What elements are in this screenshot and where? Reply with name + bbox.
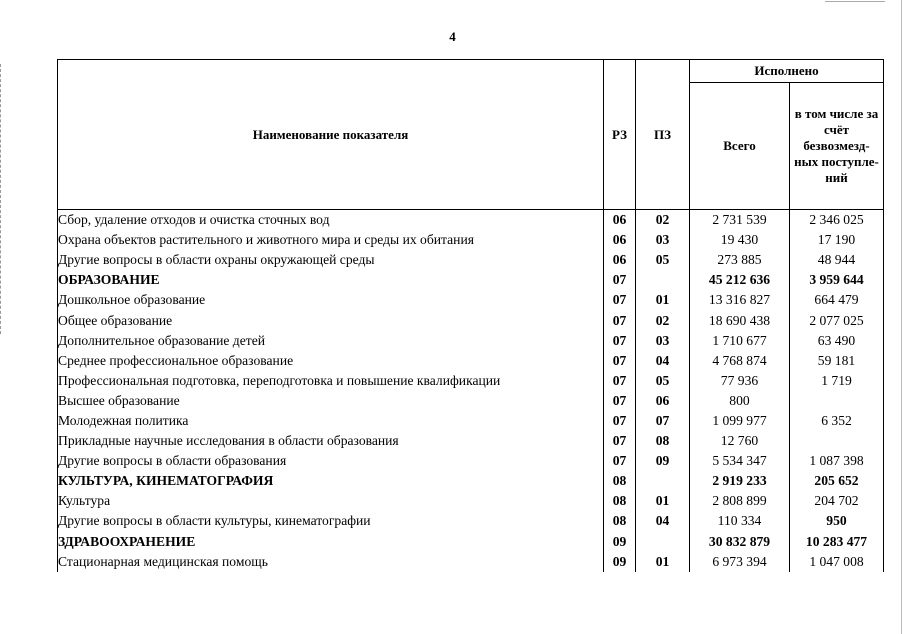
- row-rz-code: 06: [604, 250, 636, 270]
- row-total-value: 110 334: [690, 511, 790, 531]
- section-row: [58, 532, 884, 552]
- row-total-value: 12 760: [690, 431, 790, 451]
- row-gratis-value: 3 959 644: [790, 270, 884, 290]
- row-total-value: 800: [690, 391, 790, 411]
- row-name: Другие вопросы в области культуры, кинематографии: [58, 511, 604, 531]
- row-total-value: 77 936: [690, 371, 790, 391]
- row-rz-code: 08: [604, 491, 636, 511]
- row-gratis-value: 48 944: [790, 250, 884, 270]
- row-pz-code: 06: [636, 391, 690, 411]
- header-pz: ПЗ: [636, 60, 690, 210]
- budget-execution-table: [57, 59, 884, 572]
- table-row: [58, 411, 884, 431]
- row-gratis-value: 59 181: [790, 351, 884, 371]
- row-total-value: 1 710 677: [690, 331, 790, 351]
- row-gratis-value: 205 652: [790, 471, 884, 491]
- header-executed: Исполнено: [690, 60, 884, 83]
- row-pz-code: 04: [636, 511, 690, 531]
- row-rz-code: 07: [604, 371, 636, 391]
- row-total-value: 30 832 879: [690, 532, 790, 552]
- row-gratis-value: 204 702: [790, 491, 884, 511]
- row-rz-code: 09: [604, 552, 636, 572]
- row-gratis-value: [790, 391, 884, 411]
- row-pz-code: 02: [636, 310, 690, 330]
- table-row: [58, 351, 884, 371]
- row-total-value: 5 534 347: [690, 451, 790, 471]
- row-pz-code: 01: [636, 491, 690, 511]
- row-gratis-value: 2 077 025: [790, 310, 884, 330]
- row-total-value: 6 973 394: [690, 552, 790, 572]
- scan-artifact-left: [0, 64, 2, 334]
- header-name: Наименование показателя: [58, 60, 604, 210]
- row-rz-code: 09: [604, 532, 636, 552]
- row-rz-code: 07: [604, 290, 636, 310]
- scan-artifact-right: [901, 0, 903, 634]
- row-total-value: 273 885: [690, 250, 790, 270]
- row-name: Дополнительное образование детей: [58, 331, 604, 351]
- row-pz-code: 05: [636, 250, 690, 270]
- table-row: [58, 230, 884, 250]
- row-rz-code: 07: [604, 431, 636, 451]
- section-row: [58, 471, 884, 491]
- scan-artifact-top: [825, 1, 885, 2]
- row-gratis-value: 17 190: [790, 230, 884, 250]
- table-row: [58, 491, 884, 511]
- row-gratis-value: 6 352: [790, 411, 884, 431]
- section-row: [58, 270, 884, 290]
- row-total-value: 2 919 233: [690, 471, 790, 491]
- table-row: [58, 511, 884, 531]
- row-name: Профессиональная подготовка, переподготовка и повышение квалификации: [58, 371, 604, 391]
- row-name: Культура: [58, 491, 604, 511]
- row-rz-code: 07: [604, 411, 636, 431]
- row-pz-code: 01: [636, 290, 690, 310]
- row-name: КУЛЬТУРА, КИНЕМАТОГРАФИЯ: [58, 471, 604, 491]
- row-total-value: 2 808 899: [690, 491, 790, 511]
- row-name: Общее образование: [58, 310, 604, 330]
- table-row: [58, 431, 884, 451]
- row-gratis-value: 950: [790, 511, 884, 531]
- row-pz-code: 03: [636, 331, 690, 351]
- row-total-value: 18 690 438: [690, 310, 790, 330]
- row-total-value: 19 430: [690, 230, 790, 250]
- row-name: Другие вопросы в области образования: [58, 451, 604, 471]
- row-rz-code: 06: [604, 210, 636, 231]
- row-gratis-value: 63 490: [790, 331, 884, 351]
- row-pz-code: 09: [636, 451, 690, 471]
- row-rz-code: 08: [604, 511, 636, 531]
- row-total-value: 45 212 636: [690, 270, 790, 290]
- row-gratis-value: 10 283 477: [790, 532, 884, 552]
- page-number: 4: [449, 29, 456, 44]
- row-name: Среднее профессиональное образование: [58, 351, 604, 371]
- row-total-value: 13 316 827: [690, 290, 790, 310]
- table-row: [58, 310, 884, 330]
- table-row: [58, 290, 884, 310]
- row-name: ЗДРАВООХРАНЕНИЕ: [58, 532, 604, 552]
- row-rz-code: 07: [604, 391, 636, 411]
- row-pz-code: [636, 270, 690, 290]
- row-rz-code: 07: [604, 310, 636, 330]
- row-name: ОБРАЗОВАНИЕ: [58, 270, 604, 290]
- row-total-value: 1 099 977: [690, 411, 790, 431]
- row-pz-code: [636, 532, 690, 552]
- row-pz-code: 08: [636, 431, 690, 451]
- row-name: Другие вопросы в области охраны окружающей среды: [58, 250, 604, 270]
- table-row: [58, 331, 884, 351]
- header-gratis: в том числе за счёт безвозмезд- ных поступле- ний: [790, 83, 884, 210]
- table-row: [58, 391, 884, 411]
- row-pz-code: 07: [636, 411, 690, 431]
- row-name: Высшее образование: [58, 391, 604, 411]
- row-pz-code: 04: [636, 351, 690, 371]
- row-pz-code: 02: [636, 210, 690, 231]
- row-name: Прикладные научные исследования в области образования: [58, 431, 604, 451]
- row-pz-code: 05: [636, 371, 690, 391]
- row-gratis-value: 1 087 398: [790, 451, 884, 471]
- row-gratis-value: 1 047 008: [790, 552, 884, 572]
- row-rz-code: 08: [604, 471, 636, 491]
- table-row: [58, 552, 884, 572]
- row-pz-code: 01: [636, 552, 690, 572]
- table-row: [58, 210, 884, 231]
- row-name: Стационарная медицинская помощь: [58, 552, 604, 572]
- row-total-value: 4 768 874: [690, 351, 790, 371]
- row-rz-code: 07: [604, 451, 636, 471]
- row-name: Молодежная политика: [58, 411, 604, 431]
- table-row: [58, 250, 884, 270]
- row-total-value: 2 731 539: [690, 210, 790, 231]
- row-rz-code: 07: [604, 270, 636, 290]
- row-name: Сбор, удаление отходов и очистка сточных вод: [58, 210, 604, 231]
- row-name: Дошкольное образование: [58, 290, 604, 310]
- table-row: [58, 451, 884, 471]
- table-body: [58, 210, 884, 572]
- row-rz-code: 07: [604, 351, 636, 371]
- table-row: [58, 371, 884, 391]
- row-gratis-value: 664 479: [790, 290, 884, 310]
- header-total: Всего: [690, 83, 790, 210]
- header-rz: РЗ: [604, 60, 636, 210]
- row-pz-code: 03: [636, 230, 690, 250]
- row-pz-code: [636, 471, 690, 491]
- row-name: Охрана объектов растительного и животного мира и среды их обитания: [58, 230, 604, 250]
- row-gratis-value: 1 719: [790, 371, 884, 391]
- row-rz-code: 07: [604, 331, 636, 351]
- row-gratis-value: [790, 431, 884, 451]
- row-gratis-value: 2 346 025: [790, 210, 884, 231]
- row-rz-code: 06: [604, 230, 636, 250]
